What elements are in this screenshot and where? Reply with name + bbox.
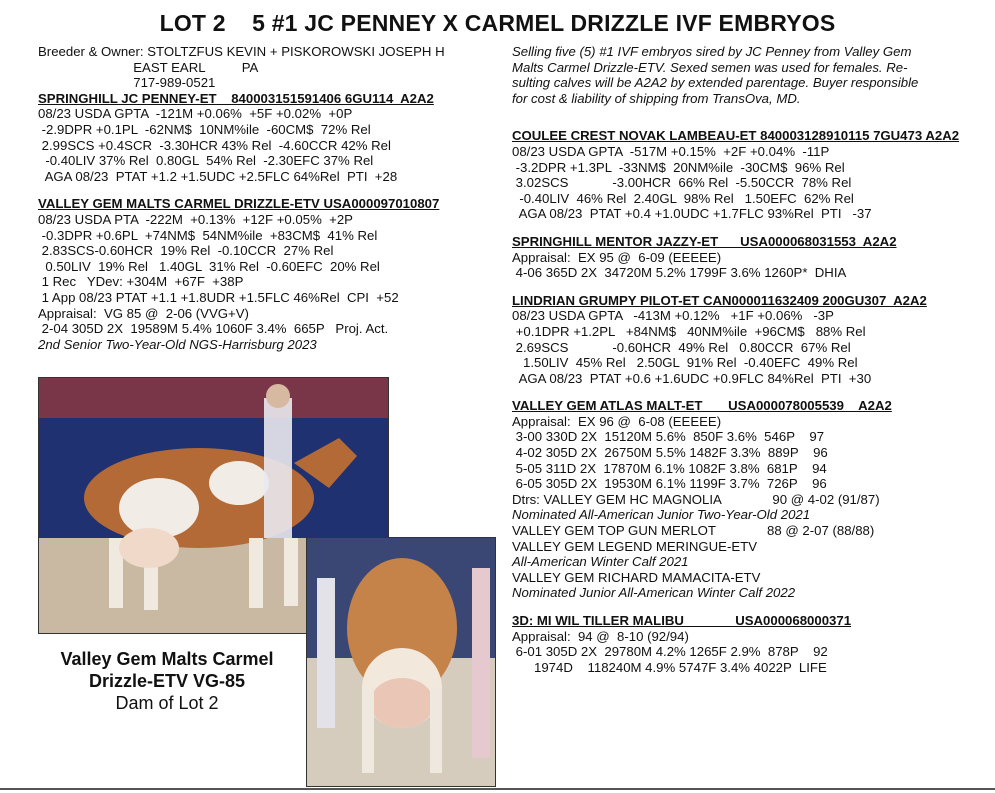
sire-line: -2.9DPR +0.1PL -62NM$ 10NM%ile -60CM$ 72% Rel bbox=[38, 121, 371, 137]
mgs-line: AGA 08/23 PTAT +0.4 +1.0UDC +1.7FLC 93%Rel PTI -37 bbox=[512, 206, 872, 222]
dam-line: -0.3DPR +0.6PL +74NM$ 54NM%ile +83CM$ 41% Rel bbox=[38, 227, 378, 243]
bottom-divider bbox=[0, 788, 995, 790]
jazzy-heading: SPRINGHILL MENTOR JAZZY-ET USA000068031553 A2A2 bbox=[512, 233, 897, 249]
mgs-line: -0.40LIV 46% Rel 2.40GL 98% Rel 1.50EFC 62% Rel bbox=[512, 190, 854, 206]
sire-line: 08/23 USDA GPTA -121M +0.06% +5F +0.02% +0P bbox=[38, 106, 353, 122]
dam-line: Appraisal: VG 85 @ 2-06 (VVG+V) bbox=[38, 305, 249, 321]
photo-caption bbox=[38, 648, 296, 714]
dam-rear-photo bbox=[306, 537, 496, 787]
atlas-daughter: VALLEY GEM TOP GUN MERLOT 88 @ 2-07 (88/88) bbox=[512, 523, 875, 539]
right-column bbox=[512, 44, 982, 675]
atlas-line: 3-00 330D 2X 15120M 5.6% 850F 3.6% 546P 97 bbox=[512, 429, 825, 445]
caption-dam-of-lot: Dam of Lot 2 bbox=[115, 693, 219, 713]
atlas-line: 4-02 305D 2X 26750M 5.5% 1482F 3.3% 889P 96 bbox=[512, 445, 828, 461]
left-column bbox=[38, 44, 478, 352]
intro-line: for cost & liability of shipping from TransOva, MD. bbox=[512, 90, 801, 106]
grumpy-line: AGA 08/23 PTAT +0.6 +1.6UDC +0.9FLC 84%Rel PTI +30 bbox=[512, 370, 872, 386]
breeder-location: EAST EARL PA bbox=[38, 59, 259, 75]
grumpy-line: 08/23 USDA GPTA -413M +0.12% +1F +0.06% -3P bbox=[512, 308, 834, 324]
caption-name-line2: Drizzle-ETV VG-85 bbox=[88, 671, 246, 691]
malibu-heading: 3D: MI WIL TILLER MALIBU USA000068000371 bbox=[512, 613, 852, 628]
dam-line: 2.83SCS-0.60HCR 19% Rel -0.10CCR 27% Rel bbox=[38, 243, 334, 259]
dam-line: 2-04 305D 2X 19589M 5.4% 1060F 3.4% 665P Proj. Act. bbox=[38, 321, 389, 337]
mgs-heading: COULEE CREST NOVAK LAMBEAU-ET 840003128910115 7GU473 A2A2 bbox=[512, 128, 960, 144]
atlas-line: 6-05 305D 2X 19530M 6.1% 1199F 3.7% 726P 96 bbox=[512, 476, 827, 492]
dam-line: 1 App 08/23 PTAT +1.1 +1.8UDR +1.5FLC 46%Rel CPI +52 bbox=[38, 289, 399, 305]
caption-name-line1: Valley Gem Malts Carmel bbox=[60, 649, 274, 669]
intro-line: sulting calves will be A2A2 by extended parentage. Buyer responsible bbox=[512, 75, 919, 91]
grumpy-heading: LINDRIAN GRUMPY PILOT-ET CAN000011632409 200GU307 A2A2 bbox=[512, 292, 927, 308]
dam-line: 0.50LIV 19% Rel 1.40GL 31% Rel -0.60EFC 20% Rel bbox=[38, 258, 380, 274]
atlas-daughter: VALLEY GEM LEGEND MERINGUE-ETV bbox=[512, 538, 758, 554]
mgs-line: -3.2DPR +1.3PL -33NM$ 20NM%ile -30CM$ 96% Rel bbox=[512, 159, 845, 175]
atlas-heading: VALLEY GEM ATLAS MALT-ET USA000078005539 A2A2 bbox=[512, 398, 892, 414]
dam-heading: VALLEY GEM MALTS CARMEL DRIZZLE-ETV USA000097010807 bbox=[38, 196, 440, 212]
mgs-line: 08/23 USDA GPTA -517M +0.15% +2F +0.04% -11P bbox=[512, 143, 830, 159]
grumpy-line: +0.1DPR +1.2PL +84NM$ 40NM%ile +96CM$ 88% Rel bbox=[512, 323, 866, 339]
jazzy-line: 4-06 365D 2X 34720M 5.2% 1799F 3.6% 1260P* DHIA bbox=[512, 265, 847, 281]
dam-award: 2nd Senior Two-Year-Old NGS-Harrisburg 2023 bbox=[38, 336, 317, 352]
lot-title: LOT 2 5 #1 JC PENNEY X CARMEL DRIZZLE IVF EMBRYOS bbox=[159, 10, 836, 36]
atlas-daughter-award: All-American Winter Calf 2021 bbox=[512, 554, 689, 570]
grumpy-line: 1.50LIV 45% Rel 2.50GL 91% Rel -0.40EFC 49% Rel bbox=[512, 355, 858, 371]
atlas-daughter: Dtrs: VALLEY GEM HC MAGNOLIA 90 @ 4-02 (91/87) bbox=[512, 491, 880, 507]
grumpy-line: 2.69SCS -0.60HCR 49% Rel 0.80CCR 67% Rel bbox=[512, 339, 851, 355]
sire-heading: SPRINGHILL JC PENNEY-ET 840003151591406 6GU114 A2A2 bbox=[38, 90, 434, 106]
atlas-line: 5-05 311D 2X 17870M 6.1% 1082F 3.8% 681P 94 bbox=[512, 460, 827, 476]
sire-line: AGA 08/23 PTAT +1.2 +1.5UDC +2.5FLC 64%Rel PTI +28 bbox=[38, 168, 398, 184]
atlas-daughter-award: Nominated Junior All-American Winter Calf 2022 bbox=[512, 585, 796, 601]
intro-line: Malts Carmel Drizzle-ETV. Sexed semen was used for females. Re- bbox=[512, 59, 908, 75]
cow-rear-illustration bbox=[307, 538, 495, 786]
atlas-line: Appraisal: EX 96 @ 6-08 (EEEEE) bbox=[512, 413, 722, 429]
sire-line: 2.99SCS +0.4SCR -3.30HCR 43% Rel -4.60CCR 42% Rel bbox=[38, 137, 391, 153]
jazzy-line: Appraisal: EX 95 @ 6-09 (EEEEE) bbox=[512, 249, 722, 265]
breeder-phone: 717-989-0521 bbox=[38, 75, 216, 91]
mgs-line: 3.02SCS -3.00HCR 66% Rel -5.50CCR 78% Rel bbox=[512, 175, 852, 191]
atlas-daughter: VALLEY GEM RICHARD MAMACITA-ETV bbox=[512, 569, 761, 585]
intro-line: Selling five (5) #1 IVF embryos sired by JC Penney from Valley Gem bbox=[512, 44, 912, 59]
dam-line: 08/23 USDA PTA -222M +0.13% +12F +0.05% +2P bbox=[38, 211, 353, 227]
dam-line: 1 Rec YDev: +304M +67F +38P bbox=[38, 274, 244, 290]
breeder-owner: Breeder & Owner: STOLTZFUS KEVIN + PISKOROWSKI JOSEPH H bbox=[38, 44, 445, 59]
atlas-daughter-award: Nominated All-American Junior Two-Year-Old 2021 bbox=[512, 507, 811, 523]
malibu-line: 6-01 305D 2X 29780M 4.2% 1265F 2.9% 878P 92 bbox=[512, 644, 828, 660]
malibu-line: Appraisal: 94 @ 8-10 (92/94) bbox=[512, 628, 689, 644]
sire-line: -0.40LIV 37% Rel 0.80GL 54% Rel -2.30EFC 37% Rel bbox=[38, 153, 374, 169]
malibu-line: 1974D 118240M 4.9% 5747F 3.4% 4022P LIFE bbox=[512, 659, 827, 675]
